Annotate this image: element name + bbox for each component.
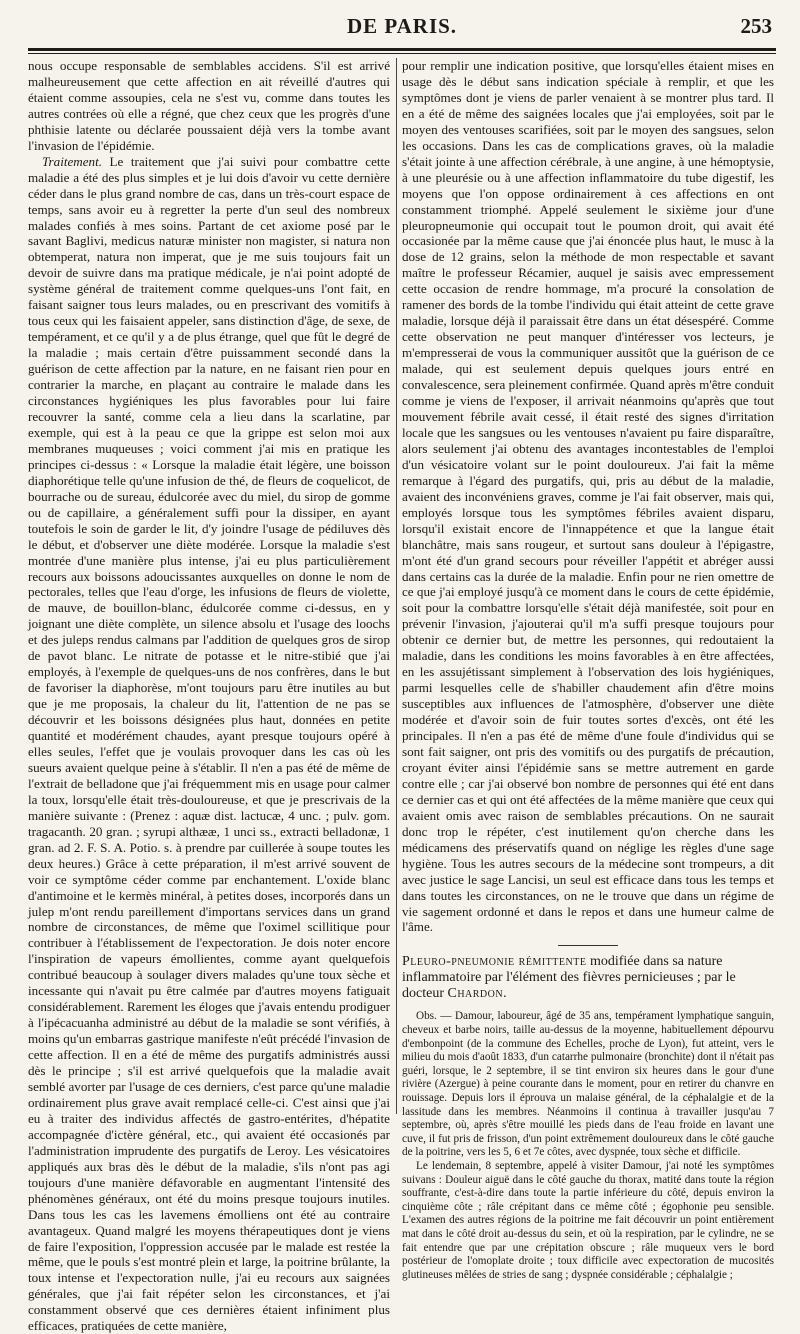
header-rule-thin [28, 53, 776, 54]
section-separator [558, 945, 618, 946]
right-column [402, 58, 775, 1281]
paragraph-treatment [28, 154, 390, 1334]
header-rule [28, 48, 776, 51]
observation-block [402, 1010, 774, 1282]
paragraph: nous occupe responsable de semblables accidens. S'il est arrivé malheureusement que cette affection en ait réveillé d'autres qui étaient comme assoupies, cela ne s'est vu, comme dans toutes les autres contrées où elle a régné, que chez ceux que les progrès d'une phthisie latente ou déclarée poussaient déjà vers la tombe avant l'invasion de l'épidémie. [28, 58, 390, 153]
article-heading [402, 954, 774, 1002]
heading-author: Chardon. [447, 986, 508, 1002]
left-column [28, 58, 390, 1334]
heading-subtitle: modifiée dans sa nature inflammatoire par l'élément des fièvres pernicieuses ; par le docteur [402, 954, 736, 1002]
running-title: DE PARIS. [346, 14, 458, 38]
spacer [402, 1002, 774, 1010]
observation-paragraph: Le lendemain, 8 septembre, appelé à visiter Damour, j'ai noté les symptômes suivans : Douleur aiguë dans le côté gauche du thorax, matité dans toute la région souffrante, c'est-à-dire dans toute la partie inférieure du côté, depuis environ la cinquième côte ; râle crépitant dans ce même côté ; égophonie peu sensible. L'examen des autres régions de la poitrine me fait découvrir un point entièrement mat dans le côté droit au-dessus du sein, et où la respiration, par le cylindre, ne se fait entendre que par une crépitation obscure ; râle muqueux vers le bord postérieur de l'omoplate droite ; toux difficile avec expectoration de mucosités glutineuses mêlées de stries de sang ; dyspnée considérable ; céphalalgie ; [402, 1159, 774, 1281]
heading-title: Pleuro-pneumonie rémittente [402, 954, 587, 970]
column-divider [396, 58, 397, 1114]
paragraph-text: Le traitement que j'ai suivi pour combattre cette maladie a été des plus simples et je lui dois d'avoir vu cette dernière céder dans le plus grand nombre de cas, dans un très-court espace de temps, sans avoir eu à regretter la perte d'un seul des nombreux malades confiés à mes soins. Partant de cet axiome posé par le savant Baglivi, medicus naturæ minister non magister, si natura non obtemperat, natura non imperat, que je me suis toujours fait un devoir de suivre dans ma pratique médicale, je n'ai point adopté de système général de traitement comme quelques-uns l'ont fait, en faisant saigner tous leurs malades, ou en prescrivant des vomitifs à tous ceux qui les faisaient appeler, sans distinction d'âge, de sexe, de tempérament, et ce qu'il y a de plus étrange, quel que fût le degré de la maladie ; mais certain d'être puissamment secondé dans la guérison de cette affection par la nature, en ne faisant rien pour en contrarier la marche, en plaçant au contraire le malade dans les circonstances hygiéniques les plus favorables pour lui faire recouvrer la santé, comme cela a lieu dans la scarlatine, par exemple, qui est à la peau ce que la grippe est selon moi aux membranes muqueuses ; voici comment j'ai mis en pratique les principes ci-dessus : « Lorsque la maladie était légère, une boisson diaphorétique telle qu'une infusion de thé, de fleurs de coquelicot, de bourrache ou de sureau, édulcorée avec du miel, du sirop de gomme ou de capillaire, a généralement suffi pour la dissiper, en ayant toutefois le soin de garder le lit, d'y joindre l'usage de pédiluves dès le début, et d'observer une diète modérée. Lorsque la maladie s'est montrée d'une manière plus intense, j'ai eu plus particulièrement recours aux boissons adoucissantes auxquelles on donne le nom de pectorales, telles que l'eau d'orge, les infusions de fleurs de violette, de mauve, de bouillon-blanc, édulcorée comme ci-dessus, en y joignant une diète complète, un silence absolu et l'usage des loochs et des juleps rendus calmans par l'addition de quelques gros de sirop de pavot blanc. Le nitrate de potasse et le nitre-stibié que j'ai employés, à l'exemple de quelques-uns de nos confrères, dans le but de favoriser la diaphorèse, m'ont toujours paru être inutiles au but que je me proposais, la chaleur du lit, l'attention de ne pas se découvrir et les boissons désignées plus haut, données en petite quantité et modérément chaudes, ayant presque toujours opéré à elles seules, l'effet que je voulais provoquer dans les cas où les sueurs avaient quelque peine à s'établir. Il n'en a pas été de même de l'extrait de belladone que j'ai fréquemment mis en usage pour calmer la toux, lorsqu'elle était très-douloureuse, et que je prescrivais de la manière suivante : (Prenez : aquæ dist. lactucæ, 4 unc. ; pulv. gom. tragacanth. 20 gran. ; syrupi althææ, 1 unci ss., extracti belladonæ, 1 gran. ad 2. F. S. A. Potio. s. à prendre par cuillerée à soupe toutes les deux heures.) Grâce à cette préparation, il m'est arrivé souvent de voir ce symptôme céder comme par enchantement. L'oxide blanc d'antimoine et le kermès minéral, à petites doses, incorporés dans un julep m'ont rendu pareillement d'importans services dans un grand nombre de circonstances, de même que l'oximel scillitique pour contribuer à l'établissement de l'expectoration. Je dois noter encore l'inspiration de vapeurs émollientes, comme ayant quelquefois contribué beaucoup à soulager divers malades qu'une toux sèche et incessante qui n'avait pu être calmée par d'autres moyens fatiguait considérablement. Rarement les éloges que j'avais entendu prodiguer à l'ipécacuanha administré au début de la maladie se sont vérifiés, à moins qu'un embarras gastrique manifeste n'eût précédé l'invasion de cette affection. Il en a été de même des purgatifs administrés aussi dès le principe ; s'il est arrivé quelquefois que la maladie avait semblé avorter par l'usage de ces derniers, c'est parce qu'une maladie ordinairement plus grave avait remplacé celle-ci. C'est ainsi que j'ai eu à traiter des individus affectés de gastro-entérites, d'hépatite accompagnée d'ictère général, etc., qui avaient été occasionés par l'administration imprudente des purgatifs de Leroy. Les vésicatoires appliqués aux bras dès le début de la maladie, s'ils n'ont pas agi toujours d'une manière défavorable en augmentant l'intensité des phénomènes généraux, ont été du moins presque toujours inutiles. Dans tous les cas les lavemens émolliens ont été au contraire avantageux. Quand malgré les moyens thérapeutiques dont je viens de faire l'exposition, l'oppression accusée par le malade est restée la même, que le pouls s'est montré plein et large, la poitrine brûlante, la toux intense et l'expectoration nulle, j'ai eu recours aux saignées générales, que j'ai fait répéter selon les circonstances, et j'ai constamment observé que ces dernières étaient infiniment plus efficaces, pratiquées de cette manière, [28, 153, 390, 1334]
page-number: 253 [740, 14, 772, 38]
page-header [28, 12, 776, 42]
section-lead: Traitement. [42, 153, 103, 169]
observation-paragraph: Obs. — Damour, laboureur, âgé de 35 ans, tempérament lymphatique sanguin, cheveux et barbe noirs, taille au-dessus de la moyenne, habituellement dépourvu d'embonpoint (de la commune des Echelles, proche de Lyon), fut atteint, vers le milieu du mois d'août 1833, d'un catarrhe pulmonaire (bronchite) dont il n'était pas guéri, lorsque, le 2 septembre, il se tint environ six heures dans le gour d'une rivière (Azergue) à peine courante dans le moment, pour en retirer du chanvre en rouissage. Depuis lors il éprouva un malaise général, de la céphalalgie et de la lassitude dans les membres. Néanmoins il continua à travailler jusqu'au 7 septembre, où, après s'être mouillé les pieds dans de l'eau froide en lavant une cuve, il fut pris de frisson, d'un point extrêmement douloureux dans le côté gauche de la poitrine, vers les 5, 6 et 7e côtes, avec dyspnée, toux sèche et difficile. [402, 1010, 774, 1159]
paragraph: pour remplir une indication positive, que lorsqu'elles étaient mises en usage dès le début sans indication spéciale à remplir, et que les symptômes dont je viens de parler venaient à se montrer plus tard. Il en a été de même des saignées locales que j'ai employées, soit par le moyen des ventouses scarifiées, soit par le moyen des sangsues, selon les occasions. Dans les cas de complications graves, où la maladie s'était jointe à une affection cérébrale, à une angine, à une hémoptysie, à une pleurésie ou à une affection inflammatoire du tube digestif, les moyens que l'on oppose ordinairement à ces affections en ont constamment triomphé. Appelé seulement le sixième jour d'une pleuropneumonie qui occupait tout le poumon droit, qui avait été occasionée par la même cause que j'ai énoncée plus haut, le musc à la dose de 12 grains, selon la méthode de mon respectable et savant maître le professeur Récamier, auquel je saisis avec empressement cette occasion de rendre hommage, m'a procuré la consolation de ramener des bords de la tombe l'individu qui était atteint de cette grave maladie, lorsque déjà il paraissait être dans un état désespéré. Comme cette observation ne peut manquer d'intéresser vos lecteurs, je m'empresserai de vous la communiquer aussitôt que la guérison de ce malade, qui est seulement depuis quelques jours entré en convalescence, sera pleinement confirmée. Quand après m'être conduit comme je viens de l'exposer, il arrivait néanmoins qu'après que tout mouvement fébrile avait cessé, il était resté des signes d'irritation locale que les sangsues ou les ventouses n'avaient pu faire disparaître, alors seulement j'ai obtenu des avantages incontestables de l'emploi d'un vésicatoire volant sur le point douloureux. J'ai fait la même remarque à l'égard des purgatifs, qui, pris au début de la maladie, avaient des inconvéniens graves, comme je l'ai fait observer, mais qui, employés lorsque tous les symptômes fébriles avaient disparu, lorsqu'il existait encore de l'innappétence et que la langue était blanchâtre, mais sans rougeur, et surtout sans douleur à l'épigastre, m'ont été d'un grand secours pour réveiller l'appétit et abréger aussi dans certains cas la durée de la maladie. Enfin pour ne rien omettre de ce que j'ai employé jusqu'à ce moment dans le cours de cette épidémie, soit pour la combattre lorsqu'elle s'était déjà manifestée, soit pour en prévenir l'invasion, j'ajouterai qu'il m'a suffi presque toujours pour obtenir ce dernier but, de mettre les personnes, qui redoutaient la maladie, dans les conditions les moins favorables à en être affectées, en les assujétissant simplement à l'observation des lois hygiéniques, parmi lesquelles celle de s'habiller chaudement afin d'être moins susceptibles aux influences de l'atmosphère, d'observer une diète modérée et d'avoir soin de fuir toutes sortes d'excès, ont été les principales. Il n'en a pas été de même d'une foule d'individus qui se sont fait saigner, ont pris des vomitifs ou des purgatifs de précaution, croyant éviter ainsi l'épidémie sans se mettre autrement en garde contre elle ; car j'ai observé bon nombre de personnes qui été ent dans ce dernier cas et qui ont été affectées de la même manière que ceux qui avaient omis avec raison de semblables précautions. On ne saurait donc trop le répéter, c'est inutilement qu'on cherche dans les médicamens des préservatifs quand on néglige les règles d'une sage hygiène. Tous les autres secours de la médecine sont trompeurs, a dit avec justice le sage Lancisi, un seul est efficace dans tous les temps et dans toutes les circonstances, on ne le trouve que dans un régime de vie sagement ordonné et dans le repos et dans une humeur calme de l'âme. [402, 58, 775, 935]
